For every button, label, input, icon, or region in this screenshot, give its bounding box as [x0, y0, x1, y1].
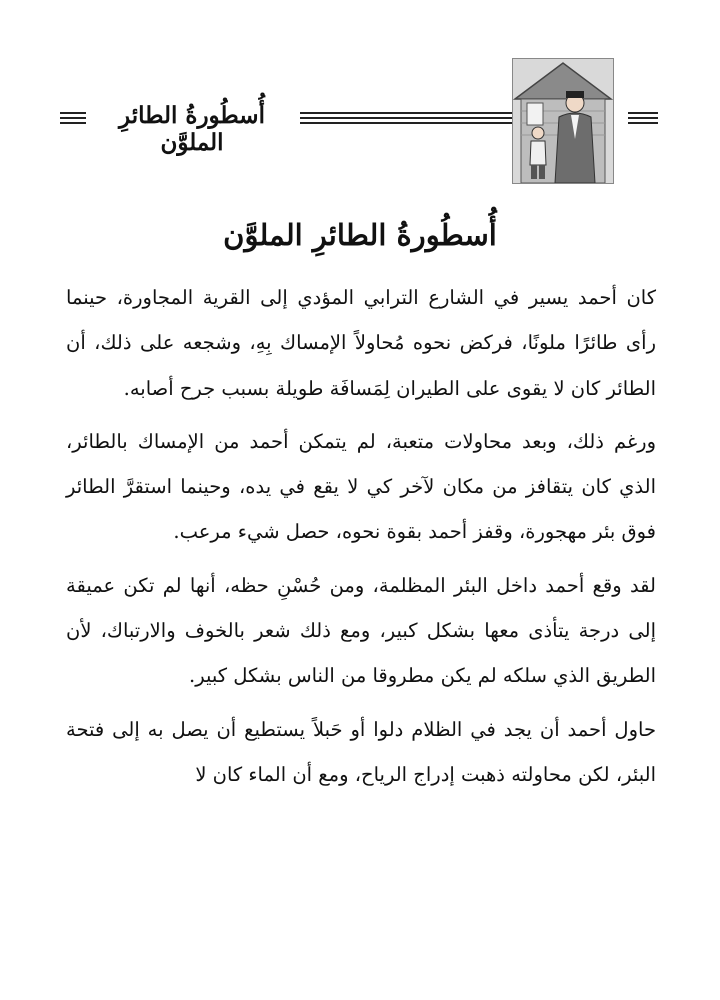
- man-with-child-illustration: [512, 58, 614, 184]
- paragraph: لقد وقع أحمد داخل البئر المظلمة، ومن حُسْنِ حظه، أنها لم تكن عميقة إلى درجة يتأذى معها بشكل كبير، ومع ذلك شعر بالخوف والارتباك، لأن الطريق الذي سلكه لم يكن مطروقا من الناس بشكل كبير.: [66, 573, 656, 688]
- paragraph: ورغم ذلك، وبعد محاولات متعبة، لم يتمكن أحمد من الإمساك بالطائر، الذي كان يتقافز من مكان لآخر كي لا يقع في يده، وحينما استقرَّ الطائر فوق بئر مهجورة، وقفز أحمد بقوة نحوه، حصل شيء مرعب.: [66, 429, 656, 544]
- decorative-rule-middle: [300, 112, 512, 126]
- decorative-rule-right: [628, 112, 658, 126]
- decorative-rule-left: [60, 112, 86, 126]
- running-title: أُسطُورةُ الطائرِ الملوَّن: [119, 102, 265, 156]
- page-header: [0, 50, 720, 190]
- paragraph: كان أحمد يسير في الشارع الترابي المؤدي إلى القرية المجاورة، حينما رأى طائرًا ملونًا، فركض نحوه مُحاولاً الإمساك بِهِ، وشجعه على ذلك، أن الطائر كان لا يقوى على الطيران لِمَسافَة طويلة بسبب جرح أصابه.: [66, 286, 656, 400]
- paragraph: حاول أحمد أن يجد في الظلام دلوا أو حَبلاً يستطيع أن يصل به إلى فتحة البئر، لكن محاولته ذهبت إدراج الرياح، ومع أن الماء كان لا: [66, 717, 656, 786]
- story-body: [66, 275, 656, 805]
- page-title: أُسطُورةُ الطائرِ الملوَّن: [223, 218, 497, 252]
